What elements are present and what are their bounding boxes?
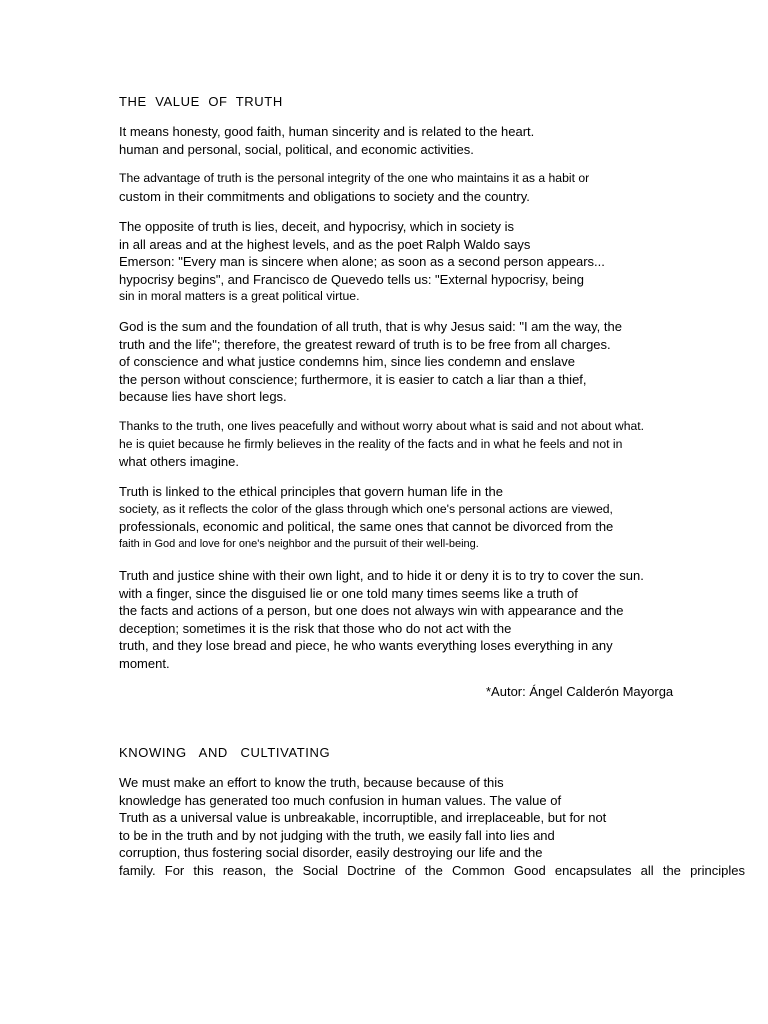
text-line: moment. [119, 655, 170, 671]
section-title-knowing-cultivating: KNOWING AND CULTIVATING [119, 745, 331, 760]
text-line: Emerson: "Every man is sincere when alone; as soon as a second person appears... [119, 254, 605, 270]
text-line: Thanks to the truth, one lives peacefully and without worry about what is said and not about what. [119, 419, 645, 433]
text-line: Truth is linked to the ethical principles that govern human life in the [119, 484, 503, 499]
text-line: he is quiet because he firmly believes in the reality of the facts and in what he feels and not in [119, 436, 623, 451]
paragraph-god [119, 318, 622, 406]
text-line: of conscience and what justice condemns him, since lies condemn and enslave [119, 354, 575, 370]
paragraph-advantage [119, 170, 589, 205]
text-line: Truth as a universal value is unbreakable, incorruptible, and irreplaceable, but for not [119, 810, 607, 826]
text-line: to be in the truth and by not judging with the truth, we easily fall into lies and [119, 827, 555, 843]
author-attribution: *Autor: Ángel Calderón Mayorga [486, 684, 674, 699]
text-line: what others imagine. [119, 454, 239, 470]
text-line: hypocrisy begins", and Francisco de Quevedo tells us: "External hypocrisy, being [119, 271, 584, 287]
text-line: family. For this reason, the Social Doctrine of the Common Good encapsulates all the principles [119, 862, 745, 878]
text-line: with a finger, since the disguised lie or one told many times seems like a truth of [119, 585, 578, 601]
paragraph-ethical [119, 483, 613, 553]
text-line: the facts and actions of a person, but one does not always win with appearance and the [119, 603, 624, 619]
paragraph-knowing [119, 774, 745, 880]
paragraph-thanks [119, 418, 644, 471]
text-line: professionals, economic and political, the same ones that cannot be divorced from the [119, 519, 614, 535]
text-line: in all areas and at the highest levels, and as the poet Ralph Waldo says [119, 236, 531, 252]
text-line: sin in moral matters is a great political virtue. [119, 289, 360, 304]
text-line: It means honesty, good faith, human sincerity and is related to the heart. [119, 124, 535, 139]
text-line: corruption, thus fostering social disorder, easily destroying our life and the [119, 845, 543, 861]
text-line: We must make an effort to know the truth, because because of this [119, 775, 504, 790]
text-line: human and personal, social, political, and economic activities. [119, 141, 474, 157]
text-line: the person without conscience; furthermore, it is easier to catch a liar than a thief, [119, 371, 587, 387]
text-line: truth, and they lose bread and piece, he who wants everything loses everything in any [119, 638, 613, 654]
paragraph-opposite [119, 218, 605, 306]
text-line: truth and the life"; therefore, the greatest reward of truth is to be free from all charges. [119, 336, 611, 352]
text-line: God is the sum and the foundation of all truth, that is why Jesus said: "I am the way, the [119, 319, 622, 334]
text-line: The advantage of truth is the personal integrity of the one who maintains it as a habit or [119, 171, 590, 185]
text-line: knowledge has generated too much confusion in human values. The value of [119, 792, 562, 808]
text-line: Truth and justice shine with their own light, and to hide it or deny it is to try to cover the sun. [119, 568, 644, 583]
section-title-value-of-truth: THE VALUE OF TRUTH [119, 94, 283, 109]
text-line: custom in their commitments and obligations to society and the country. [119, 188, 530, 204]
text-line: faith in God and love for one's neighbor and the pursuit of their well-being. [119, 537, 479, 550]
text-line: society, as it reflects the color of the glass through which one's personal actions are viewed, [119, 501, 613, 516]
paragraph-justice [119, 567, 644, 673]
paragraph-meaning [119, 123, 534, 158]
text-line: The opposite of truth is lies, deceit, and hypocrisy, which in society is [119, 219, 515, 234]
text-line: deception; sometimes it is the risk that those who do not act with the [119, 620, 512, 636]
text-line: because lies have short legs. [119, 389, 287, 405]
